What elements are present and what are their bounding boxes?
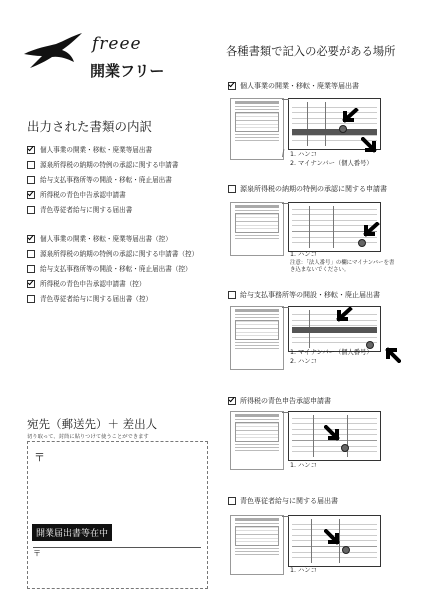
checkbox-checked-icon <box>27 280 35 288</box>
arrow-icon <box>360 222 380 240</box>
guide-line <box>282 412 289 413</box>
postal-mark: 〒 <box>34 451 45 464</box>
checkbox-empty-icon <box>228 291 236 299</box>
form-thumbnail <box>230 515 284 575</box>
guide-line <box>282 149 284 157</box>
checkbox-empty-icon <box>27 250 35 258</box>
section-notes: 1. マイナンバー（個人番号） 2. ハンコ <box>290 349 373 365</box>
arrow-icon <box>339 108 359 126</box>
section-notes: 1. ハンコ <box>290 462 317 469</box>
logo-word: freee <box>92 34 142 54</box>
output-item: 給与支払事務所等の開設・移転・廃止届出書 <box>27 174 178 189</box>
output-list-originals <box>27 144 178 219</box>
arrow-icon <box>324 425 342 443</box>
checkbox-checked-icon <box>228 82 236 90</box>
checkbox-empty-icon <box>27 176 35 184</box>
output-item: 所得税の青色申告承認申請書 <box>27 189 178 204</box>
freee-logo <box>22 30 182 90</box>
section-title: 所得税の青色申告承認申請書 <box>228 396 331 406</box>
output-item: 源泉所得税の納期の特例の承認に関する申請書 <box>27 159 178 174</box>
checkbox-empty-icon <box>27 295 35 303</box>
address-cutout-box <box>27 441 208 589</box>
address-subtext: 切り取って、封筒に貼りつけて使うことができます <box>27 434 149 440</box>
checkbox-checked-icon <box>27 235 35 243</box>
arrow-icon <box>324 529 342 547</box>
stamp-mark-icon <box>366 341 374 349</box>
checkbox-checked-icon <box>228 397 236 405</box>
enclosure-badge: 開業届出書等在中 <box>32 524 112 541</box>
stamp-mark-icon <box>342 546 350 554</box>
form-thumbnail <box>230 306 284 370</box>
output-item: 青色専従者給与に関する届出書 <box>27 204 178 219</box>
section-warning: 注意：「法人番号」の欄にマイナンバーを書 き込まないでください。 <box>290 260 395 274</box>
checkbox-empty-icon <box>27 265 35 273</box>
section-title: 給与支払事務所等の開設・移転・廃止届出書 <box>228 290 380 300</box>
guide-line <box>282 99 289 100</box>
section-notes: 1. ハンコ <box>290 251 317 258</box>
output-list-copies <box>27 233 198 308</box>
section-notes: 1. ハンコ <box>290 567 317 574</box>
sender-postal-mark: 〒 <box>33 549 41 558</box>
logo-subtitle: 開業フリー <box>90 62 165 80</box>
guide-line <box>282 516 289 517</box>
address-divider <box>33 547 201 548</box>
stamp-mark-icon <box>341 444 349 452</box>
guide-line <box>282 203 289 204</box>
section-title: 個人事業の開業・移転・廃業等届出書 <box>228 81 359 91</box>
output-heading: 出力された書類の内訳 <box>27 119 153 134</box>
arrow-icon <box>333 307 353 325</box>
section-notes: 1. ハンコ 2. マイナンバー（個人番号） <box>290 151 373 167</box>
output-item: 源泉所得税の納期の特例の承認に関する申請書（控） <box>27 248 198 263</box>
output-item: 個人事業の開業・移転・廃業等届出書 <box>27 144 178 159</box>
stamp-mark-icon <box>339 125 347 133</box>
arrow-icon <box>383 345 401 363</box>
output-item: 青色専従者給与に関する届出書（控） <box>27 293 198 308</box>
mynumber-field-highlight <box>292 327 377 333</box>
checkbox-empty-icon <box>27 206 35 214</box>
section-title: 源泉所得税の納期の特例の承認に関する申請書 <box>228 184 387 194</box>
checkbox-checked-icon <box>27 191 35 199</box>
section-title: 青色専従者給与に関する届出書 <box>228 496 338 506</box>
address-heading: 宛先（郵送先）＋ 差出人 <box>27 417 158 431</box>
form-thumbnail <box>230 202 284 256</box>
output-item: 所得税の青色申告承認申請書（控） <box>27 278 198 293</box>
form-thumbnail <box>230 411 284 470</box>
form-thumbnail <box>230 98 284 160</box>
checkbox-empty-icon <box>27 161 35 169</box>
mynumber-field-highlight <box>292 129 377 135</box>
checkbox-empty-icon <box>228 185 236 193</box>
stamp-mark-icon <box>358 239 366 247</box>
swallow-icon <box>22 32 84 74</box>
guide-line <box>282 307 289 308</box>
checkbox-empty-icon <box>228 497 236 505</box>
output-item: 個人事業の開業・移転・廃業等届出書（控） <box>27 233 198 248</box>
checkbox-checked-icon <box>27 146 35 154</box>
output-item: 給与支払事務所等の開設・移転・廃止届出書（控） <box>27 263 198 278</box>
places-heading: 各種書類で記入の必要がある場所 <box>226 45 396 58</box>
